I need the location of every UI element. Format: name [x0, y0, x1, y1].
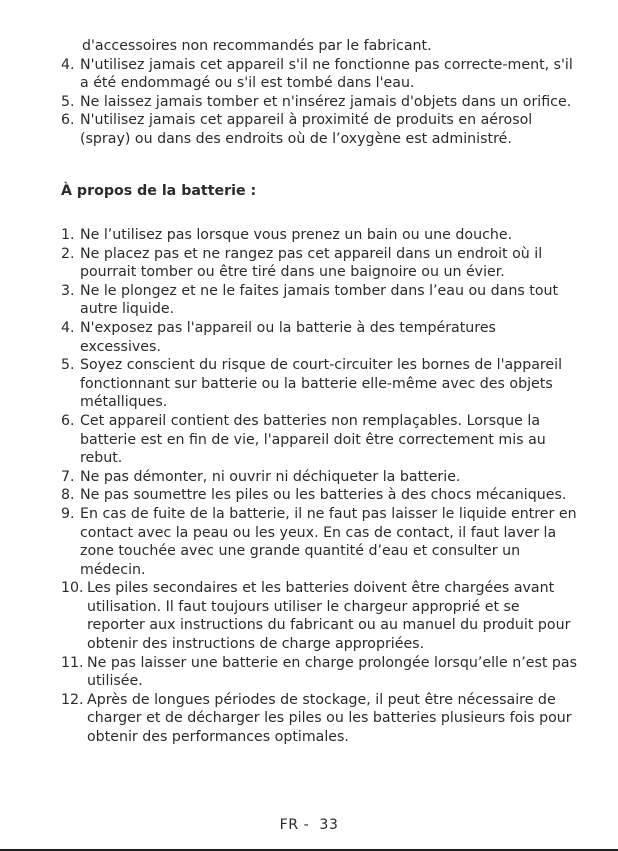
item-text: En cas de fuite de la batterie, il ne faut pas laisser le liquide entrer en contact avec la peau ou les yeux. En cas de contact, il faut laver la zone touchée avec une grande quantité d’eau et consulter un médecin.	[80, 505, 577, 578]
item-number: 4.	[61, 319, 75, 336]
item-number: 2.	[61, 245, 75, 262]
list-item	[61, 486, 578, 505]
item-text: Ne pas démonter, ni ouvrir ni déchiqueter la batterie.	[80, 468, 461, 485]
item-number: 1.	[61, 227, 75, 243]
item-number: 11.	[61, 654, 84, 671]
list-item	[61, 505, 578, 579]
page-number: 33	[319, 817, 339, 833]
item-text: Après de longues périodes de stockage, il peut être nécessaire de charger et de décharger les piles ou les batteries plusieurs fois pour obtenir des performances optimales.	[87, 691, 572, 746]
item-text: Ne l’utilisez pas lorsque vous prenez un bain ou une douche.	[80, 227, 513, 243]
item-number: 4.	[61, 56, 75, 73]
battery-list	[61, 226, 578, 747]
item-text: Ne placez pas et ne rangez pas cet appareil dans un endroit où il pourrait tomber ou être tiré dans une baignoire ou un évier.	[80, 245, 543, 281]
item-number: 7.	[61, 468, 75, 485]
list-item	[61, 468, 578, 487]
list-item	[61, 56, 578, 93]
item-number: 5.	[61, 357, 75, 374]
list-item	[61, 356, 578, 412]
item-number: 9.	[61, 505, 75, 522]
item-text: N'utilisez jamais cet appareil s'il ne fonctionne pas correcte-ment, s'il a été endommagé ou s'il est tombé dans l'eau.	[80, 56, 573, 92]
item-text: Ne pas soumettre les piles ou les batteries à des chocs mécaniques.	[80, 487, 567, 504]
list-item	[61, 654, 578, 691]
item-text: N'exposez pas l'appareil ou la batterie à des températures excessives.	[80, 319, 496, 355]
item-text: Ne pas laisser une batterie en charge prolongée lorsqu’elle n’est pas utilisée.	[87, 654, 578, 690]
item-number: 8.	[61, 487, 75, 504]
list-item	[61, 93, 578, 112]
lead-text: d'accessoires non recommandés par le fabricant.	[82, 38, 432, 54]
item-number: 10.	[61, 580, 84, 597]
footer-language: FR	[279, 817, 299, 833]
list-item	[61, 691, 578, 747]
list-item	[61, 579, 578, 653]
page-footer	[0, 816, 618, 835]
item-text: Ne le plongez et ne le faites jamais tomber dans l’eau ou dans tout autre liquide.	[80, 282, 559, 318]
item-text: Ne laissez jamais tomber et n'insérez jamais d'objets dans un orifice.	[80, 93, 572, 110]
item-text: N'utilisez jamais cet appareil à proximité de produits en aérosol (spray) ou dans des endroits où de l’oxygène est administré.	[80, 112, 533, 147]
item-number: 5.	[61, 93, 75, 110]
item-number: 6.	[61, 412, 75, 429]
item-text: Les piles secondaires et les batteries doivent être chargées avant utilisation. Il faut toujours utiliser le chargeur approprié et se reporter aux instructions du fabricant ou au manuel du produit pour obtenir des instructions de charge appropriées.	[87, 580, 571, 653]
item-number: 6.	[61, 112, 75, 129]
item-text: Soyez conscient du risque de court-circuiter les bornes de l'appareil fonctionnant sur batterie ou la batterie elle-même avec des objets métalliques.	[80, 357, 563, 411]
item-number: 3.	[61, 282, 75, 299]
list-item	[61, 412, 578, 468]
list-item	[61, 319, 578, 356]
section-title: À propos de la batterie :	[61, 183, 257, 199]
footer-separator: -	[303, 817, 310, 833]
item-text: Cet appareil contient des batteries non remplaçables. Lorsque la batterie est en fin de vie, l'appareil doit être correctement mis au rebut.	[80, 412, 546, 467]
safety-list	[61, 56, 578, 149]
list-item	[61, 226, 578, 245]
list-item	[61, 111, 578, 148]
item-number: 12.	[61, 691, 84, 708]
list-item	[61, 282, 578, 319]
list-item	[61, 245, 578, 282]
